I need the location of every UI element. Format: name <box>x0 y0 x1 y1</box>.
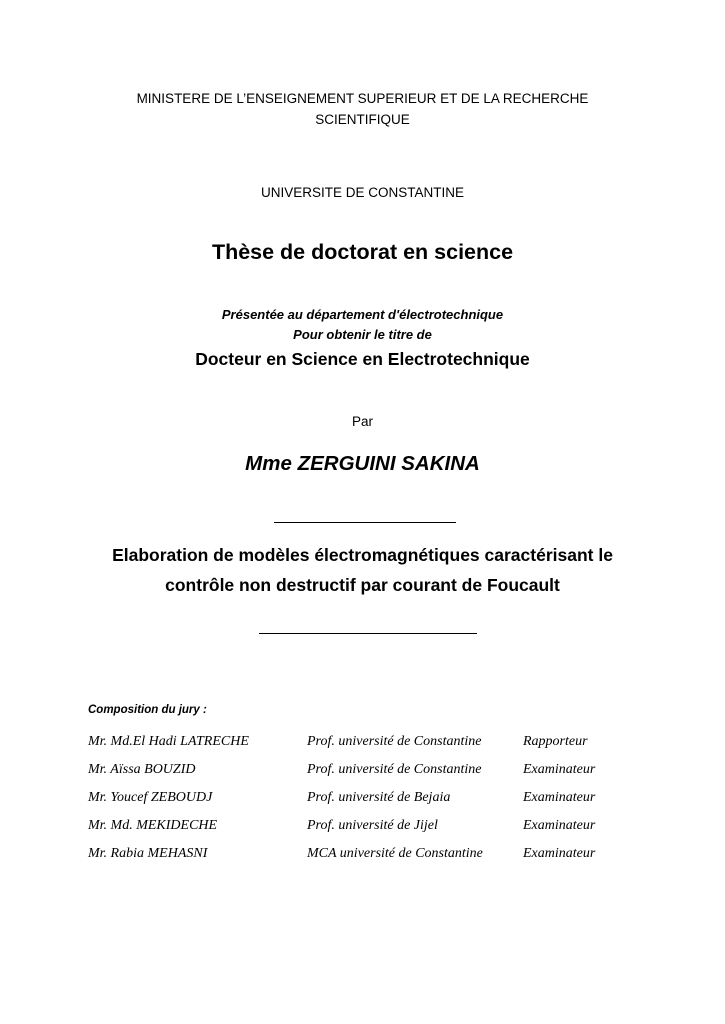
obtain-title-line: Pour obtenir le titre de <box>293 327 432 342</box>
university-name: UNIVERSITE DE CONSTANTINE <box>260 185 465 200</box>
jury-member-role: Examinateur <box>523 762 596 777</box>
jury-member-affiliation: MCA université de Constantine <box>307 846 483 861</box>
ministry-heading <box>0 88 725 130</box>
divider-bottom <box>259 633 477 634</box>
jury-member-affiliation: Prof. université de Jijel <box>307 818 438 833</box>
jury-member-role: Rapporteur <box>523 734 588 749</box>
ministry-line-1: MINISTERE DE L’ENSEIGNEMENT SUPERIEUR ET DE LA RECHERCHE <box>136 91 589 106</box>
jury-member-row <box>0 787 725 809</box>
jury-heading: Composition du jury : <box>88 704 207 716</box>
presented-line: Présentée au département d'électrotechnique <box>221 307 504 322</box>
jury-member-affiliation: Prof. université de Constantine <box>307 762 482 777</box>
jury-member-name: Mr. Aïssa BOUZID <box>88 762 196 777</box>
jury-member-row <box>0 759 725 781</box>
jury-member-role: Examinateur <box>523 818 596 833</box>
jury-member-name: Mr. Md. MEKIDECHE <box>88 818 218 833</box>
thesis-type: Thèse de doctorat en science <box>211 240 514 264</box>
ministry-line-2: SCIENTIFIQUE <box>315 112 410 127</box>
jury-member-name: Mr. Rabia MEHASNI <box>88 846 208 861</box>
jury-member-row <box>0 815 725 837</box>
jury-member-name: Mr. Youcef ZEBOUDJ <box>88 790 213 805</box>
thesis-title-line-1: Elaboration de modèles électromagnétiques caractérisant le <box>112 545 613 565</box>
jury-member-affiliation: Prof. université de Bejaia <box>307 790 451 805</box>
jury-member-name: Mr. Md.El Hadi LATRECHE <box>88 734 249 749</box>
jury-member-row <box>0 731 725 753</box>
author-name: Mme ZERGUINI SAKINA <box>245 452 480 475</box>
degree-title: Docteur en Science en Electrotechnique <box>195 349 530 369</box>
by-label: Par <box>351 414 373 429</box>
thesis-title-line-2: contrôle non destructif par courant de Foucault <box>165 575 560 595</box>
jury-member-role: Examinateur <box>523 790 596 805</box>
divider-top <box>274 522 456 523</box>
jury-member-row <box>0 843 725 865</box>
jury-member-affiliation: Prof. université de Constantine <box>307 734 482 749</box>
jury-member-role: Examinateur <box>523 846 596 861</box>
